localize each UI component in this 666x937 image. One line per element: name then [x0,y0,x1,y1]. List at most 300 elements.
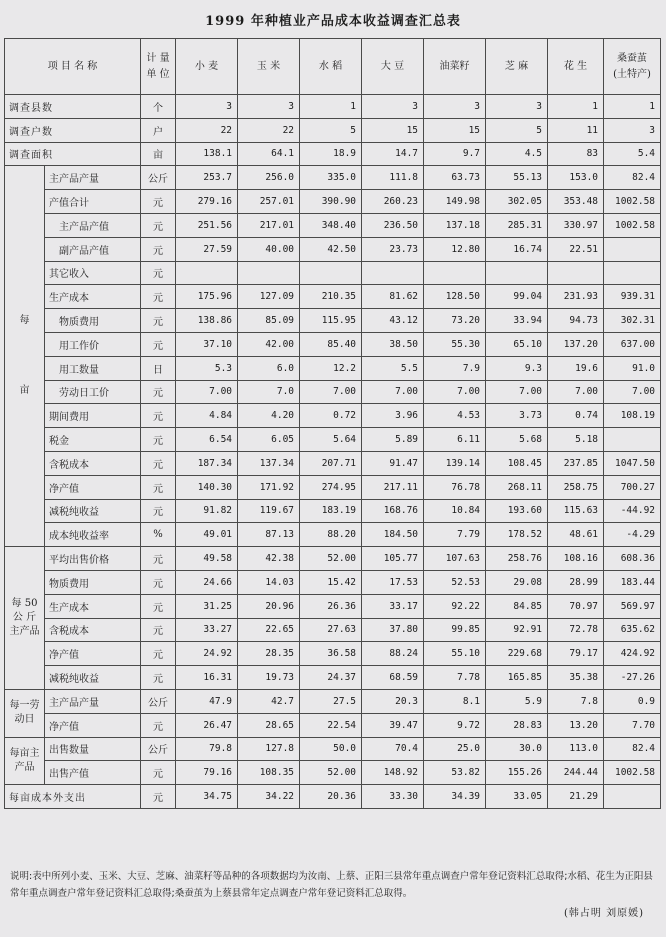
row-unit: 元 [141,570,176,594]
table-row [5,451,661,475]
data-cell: 94.73 [548,309,604,333]
data-cell: 7.00 [486,380,548,404]
data-cell: 5.5 [362,356,424,380]
header-crop: 芝 麻 [486,39,548,95]
row-unit: 元 [141,261,176,285]
row-label: 主产品产量 [45,689,141,713]
row-unit: 元 [141,451,176,475]
data-cell: 257.01 [238,190,300,214]
row-unit: % [141,523,176,547]
data-cell: 37.10 [176,332,238,356]
data-cell: 26.36 [300,594,362,618]
data-cell: 569.97 [604,594,661,618]
data-cell: 1002.58 [604,213,661,237]
row-unit: 元 [141,785,176,809]
data-cell: 7.00 [300,380,362,404]
data-cell: 88.24 [362,642,424,666]
data-cell: 9.7 [424,142,486,166]
data-cell: 47.9 [176,689,238,713]
data-cell: 165.85 [486,666,548,690]
data-cell: 187.34 [176,451,238,475]
data-cell: 258.76 [486,547,548,571]
row-label: 主产品产值 [45,213,141,237]
data-cell: 7.00 [176,380,238,404]
data-cell: 113.0 [548,737,604,761]
data-cell: 65.10 [486,332,548,356]
row-label: 调查县数 [5,95,141,119]
data-cell: 16.74 [486,237,548,261]
row-unit: 元 [141,428,176,452]
data-cell: 1002.58 [604,761,661,785]
data-cell [604,237,661,261]
data-cell: 37.80 [362,618,424,642]
table-row [5,761,661,785]
data-cell: 127.8 [238,737,300,761]
data-cell: 42.50 [300,237,362,261]
data-cell: 85.09 [238,309,300,333]
table-row [5,547,661,571]
row-unit: 元 [141,666,176,690]
table-row [5,642,661,666]
data-cell: 268.11 [486,475,548,499]
data-cell: 253.7 [176,166,238,190]
data-cell: 7.00 [548,380,604,404]
data-cell: 193.60 [486,499,548,523]
data-cell: 82.4 [604,166,661,190]
data-cell: 91.0 [604,356,661,380]
data-cell: 5.89 [362,428,424,452]
data-cell: 3 [176,95,238,119]
row-label: 每亩成本外支出 [5,785,141,809]
data-cell: 88.20 [300,523,362,547]
data-cell: 20.36 [300,785,362,809]
data-cell: -44.92 [604,499,661,523]
row-label: 产值合计 [45,190,141,214]
row-unit: 亩 [141,142,176,166]
row-label: 平均出售价格 [45,547,141,571]
data-cell: 6.0 [238,356,300,380]
data-cell: 424.92 [604,642,661,666]
data-cell: -4.29 [604,523,661,547]
data-cell: 348.40 [300,213,362,237]
data-cell: 15 [362,118,424,142]
data-cell: 3.96 [362,404,424,428]
row-unit: 元 [141,309,176,333]
data-cell: 7.0 [238,380,300,404]
data-cell: 42.00 [238,332,300,356]
row-label: 减税纯收益 [45,499,141,523]
data-cell: 34.75 [176,785,238,809]
data-cell: 183.44 [604,570,661,594]
data-cell: 81.62 [362,285,424,309]
table-row [5,737,661,761]
row-group-label: 每一劳动日 [5,689,45,737]
row-label: 用工作价 [45,332,141,356]
data-cell: 0.72 [300,404,362,428]
data-cell: 5.4 [604,142,661,166]
row-unit: 公斤 [141,689,176,713]
data-cell: 28.99 [548,570,604,594]
data-cell: 99.04 [486,285,548,309]
row-label: 减税纯收益 [45,666,141,690]
data-cell: 18.9 [300,142,362,166]
data-cell [548,261,604,285]
data-cell: 4.20 [238,404,300,428]
row-unit: 元 [141,642,176,666]
data-cell: 64.1 [238,142,300,166]
data-cell: 72.78 [548,618,604,642]
data-cell: 6.54 [176,428,238,452]
table-row [5,666,661,690]
data-cell: 302.05 [486,190,548,214]
data-cell: 260.23 [362,190,424,214]
row-label: 其它收入 [45,261,141,285]
data-cell: 335.0 [300,166,362,190]
data-cell: 16.31 [176,666,238,690]
data-cell: 99.85 [424,618,486,642]
data-cell: 79.8 [176,737,238,761]
data-cell: 5 [486,118,548,142]
row-group-label: 每 亩 [5,166,45,547]
table-row [5,285,661,309]
data-cell: 49.01 [176,523,238,547]
data-cell: 3 [486,95,548,119]
table-row [5,261,661,285]
data-cell: 8.1 [424,689,486,713]
row-label: 含税成本 [45,618,141,642]
data-cell: 83 [548,142,604,166]
data-cell: 7.9 [424,356,486,380]
table-row [5,166,661,190]
data-cell: 22.54 [300,713,362,737]
data-cell: 34.22 [238,785,300,809]
row-label: 净产值 [45,475,141,499]
data-cell: 171.92 [238,475,300,499]
data-cell: 24.92 [176,642,238,666]
data-cell: 63.73 [424,166,486,190]
cost-benefit-table [4,38,661,809]
data-cell: 237.85 [548,451,604,475]
data-cell: 138.86 [176,309,238,333]
table-row [5,428,661,452]
table-row [5,237,661,261]
data-cell: 256.0 [238,166,300,190]
data-cell: 279.16 [176,190,238,214]
table-body [5,95,661,809]
data-cell: 22.65 [238,618,300,642]
data-cell: 10.84 [424,499,486,523]
row-label: 成本纯收益率 [45,523,141,547]
data-cell: 251.56 [176,213,238,237]
data-cell: 91.82 [176,499,238,523]
data-cell: 26.47 [176,713,238,737]
data-cell: 20.3 [362,689,424,713]
data-cell: 5.9 [486,689,548,713]
row-group-label: 每 50 公 斤 主产品 [5,547,45,690]
data-cell: 52.00 [300,761,362,785]
table-row [5,475,661,499]
data-cell [176,261,238,285]
data-cell: 15 [424,118,486,142]
header-crop: 油菜籽 [424,39,486,95]
data-cell: 70.4 [362,737,424,761]
data-cell: 5.18 [548,428,604,452]
table-row [5,618,661,642]
data-cell: 34.39 [424,785,486,809]
data-cell: 19.73 [238,666,300,690]
data-cell: 53.82 [424,761,486,785]
data-cell: 22 [238,118,300,142]
data-cell: 7.00 [424,380,486,404]
data-cell: 1047.50 [604,451,661,475]
data-cell: 39.47 [362,713,424,737]
row-unit: 元 [141,618,176,642]
table-row [5,380,661,404]
data-cell: 42.38 [238,547,300,571]
data-cell: 7.70 [604,713,661,737]
table-row [5,95,661,119]
table-row [5,190,661,214]
data-cell: 3 [362,95,424,119]
table-row [5,118,661,142]
data-cell: 5.68 [486,428,548,452]
data-cell: 3 [604,118,661,142]
table-row [5,404,661,428]
header-row [5,39,661,95]
data-cell: 91.47 [362,451,424,475]
data-cell: 3.73 [486,404,548,428]
data-cell: 5 [300,118,362,142]
data-cell: 87.13 [238,523,300,547]
data-cell: 22.51 [548,237,604,261]
row-label: 生产成本 [45,285,141,309]
data-cell: 7.00 [362,380,424,404]
data-cell: 73.20 [424,309,486,333]
data-cell: -27.26 [604,666,661,690]
data-cell: 82.4 [604,737,661,761]
data-cell: 302.31 [604,309,661,333]
data-cell: 17.53 [362,570,424,594]
row-label: 物质费用 [45,570,141,594]
data-cell: 30.0 [486,737,548,761]
data-cell: 28.65 [238,713,300,737]
row-unit: 日 [141,356,176,380]
data-cell: 108.19 [604,404,661,428]
data-cell: 115.95 [300,309,362,333]
data-cell: 33.30 [362,785,424,809]
row-label: 生产成本 [45,594,141,618]
row-unit: 户 [141,118,176,142]
data-cell: 49.58 [176,547,238,571]
data-cell: 229.68 [486,642,548,666]
data-cell: 22 [176,118,238,142]
table-row [5,523,661,547]
data-cell: 12.80 [424,237,486,261]
data-cell: 127.09 [238,285,300,309]
data-cell: 1002.58 [604,190,661,214]
row-unit: 元 [141,475,176,499]
data-cell: 33.05 [486,785,548,809]
data-cell: 14.7 [362,142,424,166]
data-cell: 139.14 [424,451,486,475]
data-cell: 175.96 [176,285,238,309]
header-crop: 水 稻 [300,39,362,95]
data-cell: 27.5 [300,689,362,713]
data-cell: 7.00 [604,380,661,404]
data-cell: 24.37 [300,666,362,690]
table-row [5,689,661,713]
data-cell: 939.31 [604,285,661,309]
data-cell: 4.84 [176,404,238,428]
data-cell: 153.0 [548,166,604,190]
row-unit: 个 [141,95,176,119]
data-cell: 92.91 [486,618,548,642]
data-cell: 14.03 [238,570,300,594]
data-cell: 28.35 [238,642,300,666]
data-cell: 210.35 [300,285,362,309]
data-cell: 15.42 [300,570,362,594]
table-row [5,570,661,594]
table-row [5,213,661,237]
data-cell: 119.67 [238,499,300,523]
header-item: 项 目 名 称 [5,39,141,95]
data-cell: 50.0 [300,737,362,761]
header-crop: 玉 米 [238,39,300,95]
data-cell: 33.17 [362,594,424,618]
data-cell: 353.48 [548,190,604,214]
data-cell: 36.58 [300,642,362,666]
data-cell: 19.6 [548,356,604,380]
row-label: 净产值 [45,713,141,737]
data-cell: 55.13 [486,166,548,190]
data-cell: 28.83 [486,713,548,737]
data-cell: 231.93 [548,285,604,309]
row-unit: 元 [141,237,176,261]
row-unit: 公斤 [141,166,176,190]
table-row [5,356,661,380]
data-cell [604,428,661,452]
data-cell [604,785,661,809]
data-cell: 140.30 [176,475,238,499]
data-cell: 183.19 [300,499,362,523]
row-label: 劳动日工价 [45,380,141,404]
data-cell: 1 [548,95,604,119]
row-unit: 元 [141,332,176,356]
data-cell: 21.29 [548,785,604,809]
row-label: 调查面积 [5,142,141,166]
data-cell: 105.77 [362,547,424,571]
data-cell [424,261,486,285]
row-label: 调查户数 [5,118,141,142]
data-cell: 244.44 [548,761,604,785]
data-cell: 48.61 [548,523,604,547]
data-cell: 107.63 [424,547,486,571]
table-row [5,309,661,333]
data-cell: 12.2 [300,356,362,380]
data-cell: 137.20 [548,332,604,356]
data-cell: 68.59 [362,666,424,690]
data-cell: 70.97 [548,594,604,618]
data-cell: 55.10 [424,642,486,666]
data-cell: 236.50 [362,213,424,237]
table-row [5,713,661,737]
data-cell: 7.78 [424,666,486,690]
data-cell: 24.66 [176,570,238,594]
row-label: 出售数量 [45,737,141,761]
data-cell: 0.74 [548,404,604,428]
data-cell: 285.31 [486,213,548,237]
header-crop: 大 豆 [362,39,424,95]
data-cell [300,261,362,285]
data-cell: 27.59 [176,237,238,261]
row-label: 出售产值 [45,761,141,785]
row-label: 期间费用 [45,404,141,428]
table-row [5,142,661,166]
data-cell: 108.45 [486,451,548,475]
data-cell: 31.25 [176,594,238,618]
row-unit: 元 [141,380,176,404]
table-row [5,785,661,809]
row-unit: 元 [141,499,176,523]
data-cell: 635.62 [604,618,661,642]
data-cell: 178.52 [486,523,548,547]
data-cell: 155.26 [486,761,548,785]
data-cell: 40.00 [238,237,300,261]
data-cell: 23.73 [362,237,424,261]
row-unit: 元 [141,761,176,785]
data-cell: 608.36 [604,547,661,571]
data-cell: 637.00 [604,332,661,356]
data-cell: 11 [548,118,604,142]
data-cell: 33.94 [486,309,548,333]
data-cell: 7.8 [548,689,604,713]
data-cell: 20.96 [238,594,300,618]
data-cell: 4.53 [424,404,486,428]
data-cell: 33.27 [176,618,238,642]
data-cell: 7.79 [424,523,486,547]
row-unit: 元 [141,713,176,737]
data-cell: 207.71 [300,451,362,475]
data-cell: 6.05 [238,428,300,452]
row-unit: 元 [141,404,176,428]
data-cell: 3 [424,95,486,119]
data-cell: 5.64 [300,428,362,452]
data-cell: 115.63 [548,499,604,523]
data-cell: 184.50 [362,523,424,547]
data-cell: 137.34 [238,451,300,475]
data-cell: 168.76 [362,499,424,523]
table-row [5,499,661,523]
row-label: 物质费用 [45,309,141,333]
data-cell: 1 [300,95,362,119]
data-cell: 13.20 [548,713,604,737]
row-unit: 元 [141,285,176,309]
table-title: 1999 年种植业产品成本收益调查汇总表 [205,14,461,29]
row-label: 主产品产量 [45,166,141,190]
data-cell: 29.08 [486,570,548,594]
data-cell: 330.97 [548,213,604,237]
table-row [5,332,661,356]
data-cell: 84.85 [486,594,548,618]
data-cell: 79.16 [176,761,238,785]
data-cell: 0.9 [604,689,661,713]
data-cell: 217.11 [362,475,424,499]
data-cell: 138.1 [176,142,238,166]
data-cell: 76.78 [424,475,486,499]
data-cell: 3 [238,95,300,119]
data-cell: 108.35 [238,761,300,785]
data-cell: 5.3 [176,356,238,380]
